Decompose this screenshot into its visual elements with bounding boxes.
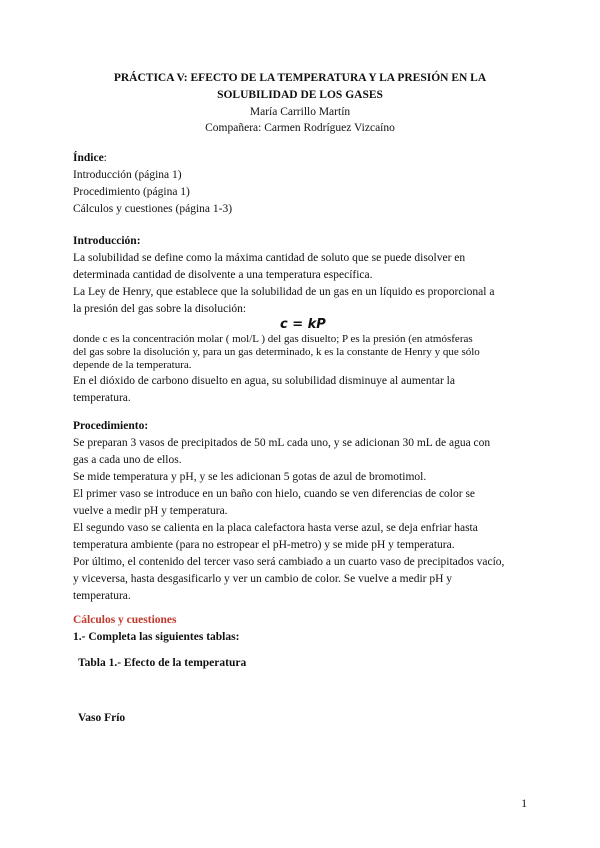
vaso-frio-label: Vaso Frío — [78, 712, 126, 724]
index-item-procedure: Procedimiento (página 1) — [73, 186, 190, 198]
author-name: María Carrillo Martín — [249, 106, 351, 118]
co2-line-2: temperatura. — [73, 392, 131, 404]
document-title — [60, 70, 540, 104]
procedure-section — [73, 418, 528, 605]
question-1: 1.- Completa las siguientes tablas: — [73, 631, 240, 643]
procedure-line-3: Se mide temperatura y pH, y se les adicionan 5 gotas de azul de bromotimol. — [73, 471, 427, 483]
title-line-1: PRÁCTICA V: EFECTO DE LA TEMPERATURA Y LA PRESIÓN EN LA — [113, 72, 487, 84]
title-line-2: SOLUBILIDAD DE LOS GASES — [217, 89, 383, 101]
index-section — [73, 150, 528, 218]
intro-co2 — [73, 373, 528, 407]
where-line-1: donde c es la concentración molar ( mol/L ) del gas disuelto; P es la presión (en atmósferas — [73, 333, 473, 345]
index-heading: Índice — [73, 152, 104, 164]
where-line-2: del gas sobre la disolución y, para un gas determinado, k es la constante de Henry y que sólo — [73, 346, 480, 358]
procedure-line-9: y viceversa, hasta desgasificarlo y ver un cambio de color. Se vuelve a medir pH y — [73, 573, 453, 585]
intro-heading: Introducción: — [73, 235, 141, 247]
procedure-line-5: vuelve a medir pH y temperatura. — [73, 505, 228, 517]
calc-section — [73, 612, 528, 646]
intro-line-2: determinada cantidad de disolvente a una temperatura específica. — [73, 269, 373, 281]
intro-section — [73, 233, 528, 318]
partner-name: Compañera: Carmen Rodríguez Vizcaíno — [205, 122, 395, 134]
procedure-line-10: temperatura. — [73, 590, 131, 602]
calc-heading: Cálculos y cuestiones — [73, 614, 177, 626]
intro-line-3: La Ley de Henry, que establece que la solubilidad de un gas en un líquido es proporcional a — [73, 286, 495, 298]
index-item-intro: Introducción (página 1) — [73, 169, 182, 181]
index-heading-colon: : — [103, 152, 107, 164]
procedure-heading: Procedimiento: — [73, 420, 149, 432]
page-number: 1 — [521, 798, 527, 810]
where-line-3: depende de la temperatura. — [73, 359, 192, 371]
procedure-line-7: temperatura ambiente (para no estropear el pH-metro) y se mide pH y temperatura. — [73, 539, 455, 551]
intro-line-4: la presión del gas sobre la disolución: — [73, 303, 247, 315]
procedure-line-8: Por último, el contenido del tercer vaso será cambiado a un cuarto vaso de precipitados vacío, — [73, 556, 505, 568]
procedure-line-1: Se preparan 3 vasos de precipitados de 50 mL cada uno, y se adicionan 30 mL de agua con — [73, 437, 491, 449]
intro-line-1: La solubilidad se define como la máxima cantidad de soluto que se puede disolver en — [73, 252, 466, 264]
co2-line-1: En el dióxido de carbono disuelto en agua, su solubilidad disminuye al aumentar la — [73, 375, 455, 387]
procedure-line-4: El primer vaso se introduce en un baño con hielo, cuando se ven diferencias de color se — [73, 488, 476, 500]
procedure-line-2: gas a cada uno de ellos. — [73, 454, 182, 466]
henry-formula: c = kP — [280, 317, 326, 332]
procedure-line-6: El segundo vaso se calienta en la placa calefactora hasta verse azul, se deja enfriar hasta — [73, 522, 478, 534]
table-1-caption: Tabla 1.- Efecto de la temperatura — [78, 657, 247, 669]
index-item-calc: Cálculos y cuestiones (página 1-3) — [73, 203, 233, 215]
intro-where — [73, 333, 528, 372]
